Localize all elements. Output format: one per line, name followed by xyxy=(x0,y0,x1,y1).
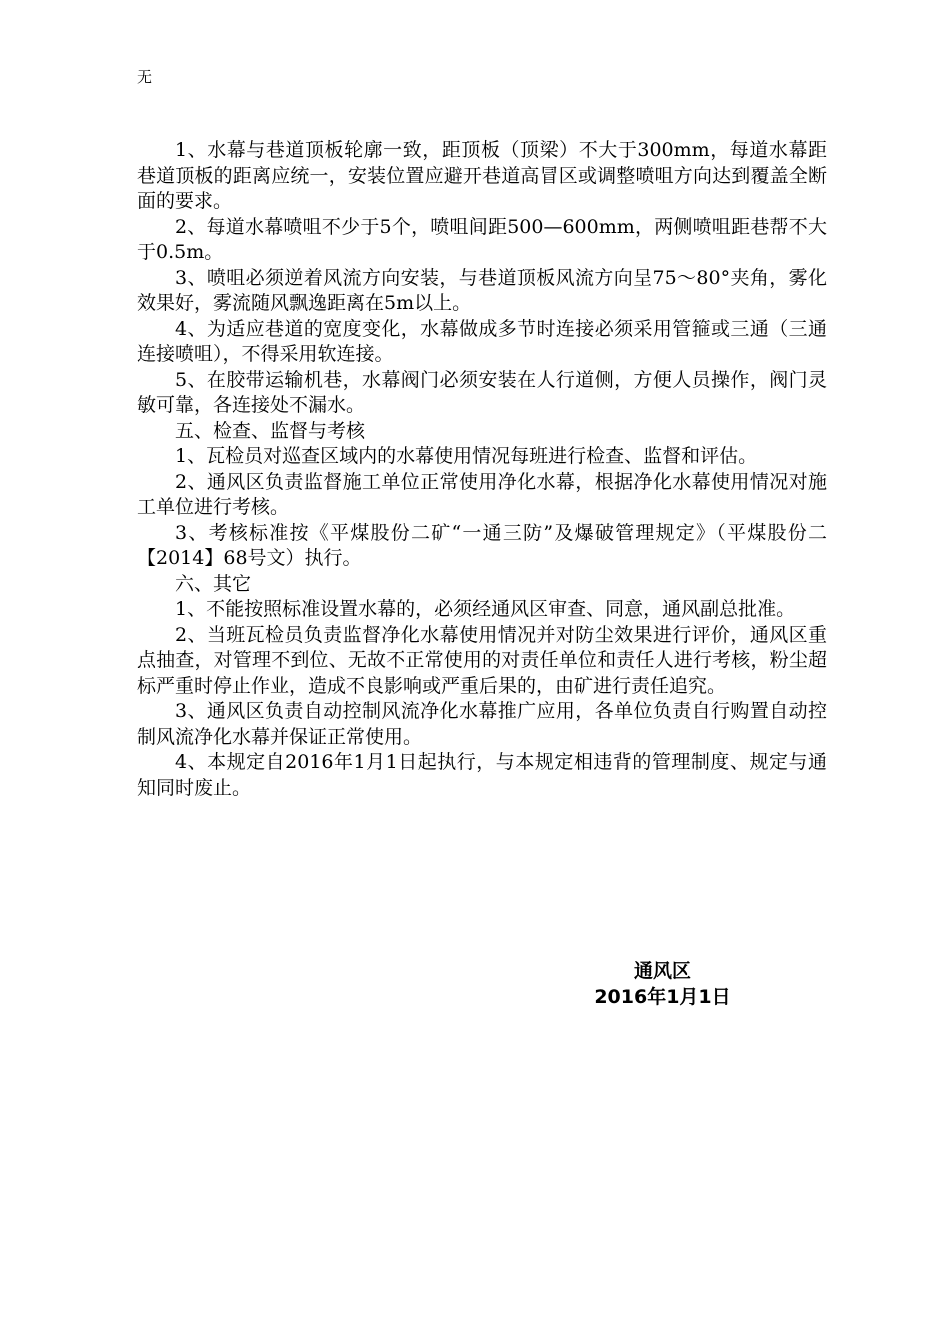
header-mark: 无 xyxy=(137,68,153,86)
paragraph-approval: 1、不能按照标准设置水幕的，必须经通风区审查、同意，通风副总批准。 xyxy=(175,598,796,620)
section-heading-other: 六、其它 xyxy=(175,572,252,595)
paragraph-nozzle-count: 2、每道水幕喷咀不少于5个，喷咀间距500—600mm，两侧喷咀距巷帮不大于0.5m。 xyxy=(137,215,827,263)
paragraph-shift-inspector: 2、当班瓦检员负责监督净化水幕使用情况并对防尘效果进行评价，通风区重点抽查，对管理不到位、无故不正常使用的对责任单位和责任人进行考核，粉尘超标严重时停止作业，造成不良影响或严重后果的，由矿进行责任追究。 xyxy=(137,623,827,697)
paragraph-effective-date: 4、本规定自2016年1月1日起执行，与本规定相违背的管理制度、规定与通知同时废止。 xyxy=(137,751,827,799)
paragraph-gas-inspector-check: 1、瓦检员对巡查区域内的水幕使用情况每班进行检查、监督和评估。 xyxy=(175,445,758,467)
section-heading-inspection: 五、检查、监督与考核 xyxy=(175,419,366,442)
signature-date: 2016年1月1日 xyxy=(594,986,731,1008)
paragraph-valve-installation: 5、在胶带运输机巷，水幕阀门必须安装在人行道侧，方便人员操作，阀门灵敏可靠，各连接处不漏水。 xyxy=(137,368,827,416)
signature-block xyxy=(555,958,770,1010)
paragraph-multi-section-connection: 4、为适应巷道的宽度变化，水幕做成多节时连接必须采用管箍或三通（三通连接喷咀），不得采用软连接。 xyxy=(137,317,827,365)
paragraph-assessment-standard: 3、考核标准按《平煤股份二矿“一通三防”及爆破管理规定》（平煤股份二【2014】68号文）执行。 xyxy=(137,521,827,569)
document-body xyxy=(137,138,827,801)
paragraph-automatic-control: 3、通风区负责自动控制风流净化水幕推广应用，各单位负责自行购置自动控制风流净化水幕并保证正常使用。 xyxy=(137,700,827,748)
paragraph-ventilation-supervision: 2、通风区负责监督施工单位正常使用净化水幕，根据净化水幕使用情况对施工单位进行考核。 xyxy=(137,470,827,518)
signature-department: 通风区 xyxy=(633,960,691,982)
paragraph-nozzle-direction: 3、喷咀必须逆着风流方向安装，与巷道顶板风流方向呈75～80°夹角，雾化效果好，雾流随风飘逸距离在5m以上。 xyxy=(137,266,827,314)
paragraph-water-curtain-outline: 1、水幕与巷道顶板轮廓一致，距顶板（顶梁）不大于300mm，每道水幕距巷道顶板的距离应统一，安装位置应避开巷道高冒区或调整喷咀方向达到覆盖全断面的要求。 xyxy=(137,139,827,212)
